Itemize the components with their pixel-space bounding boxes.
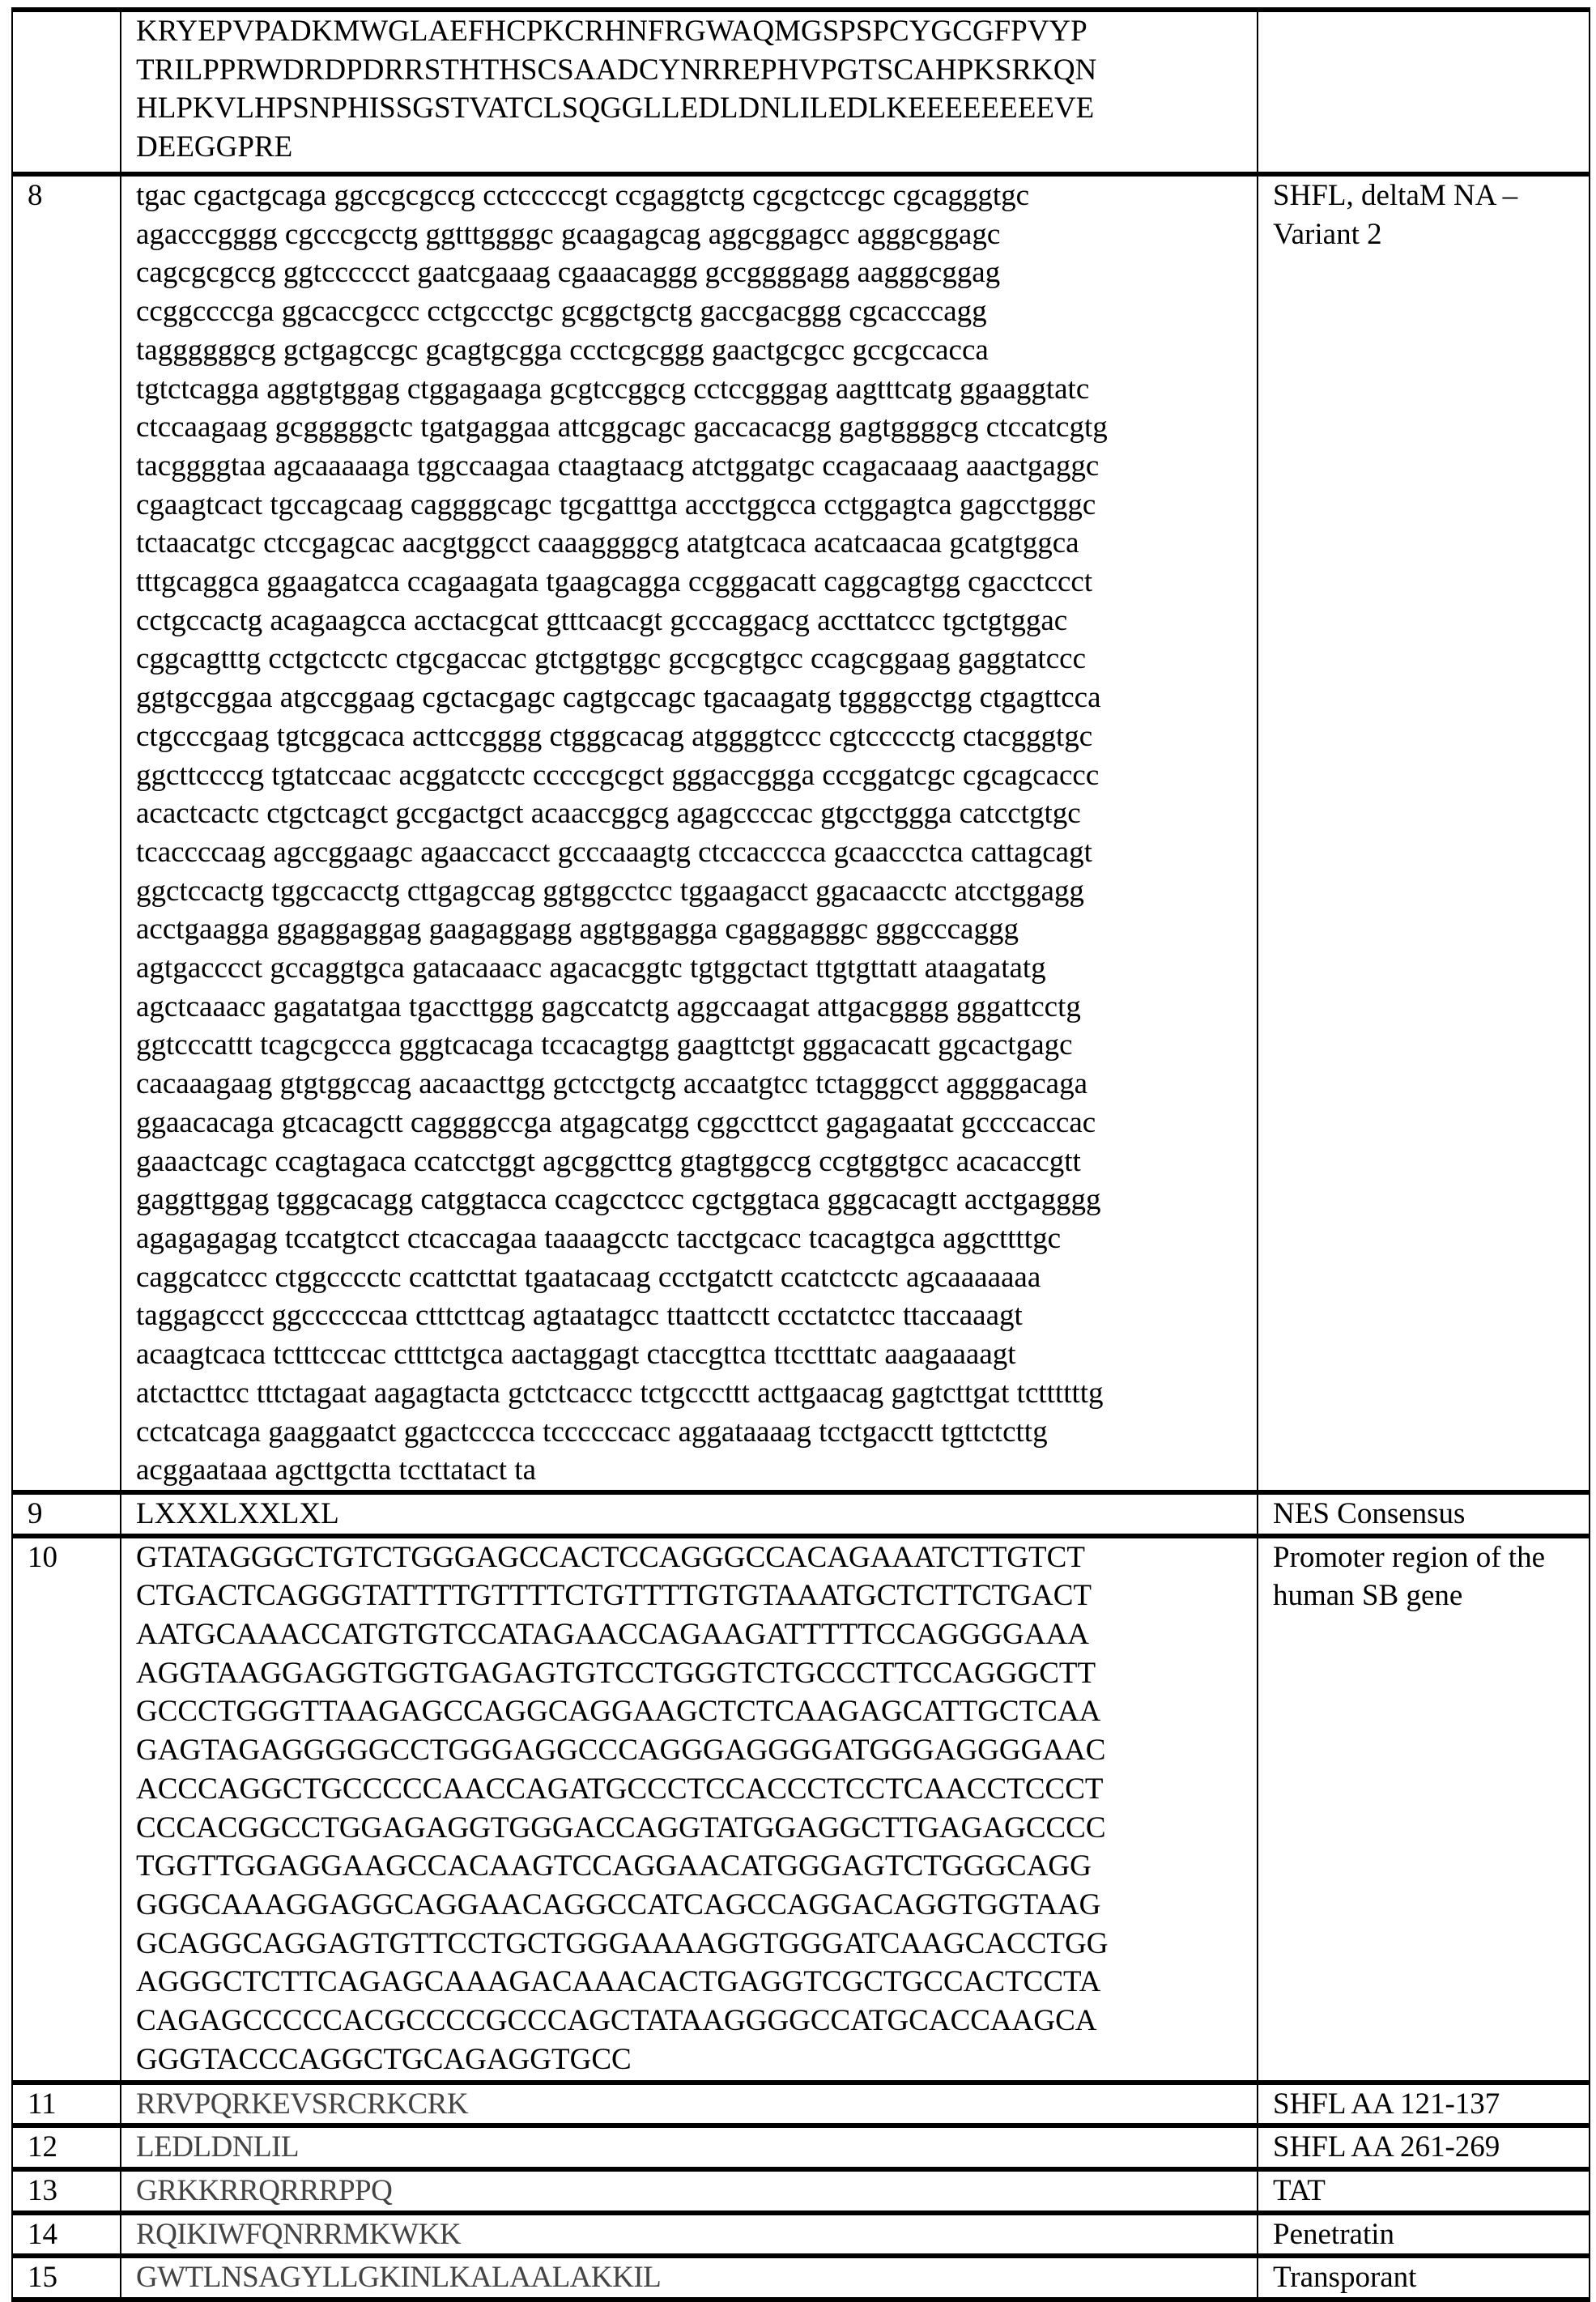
sequence-line: caggcatccc ctggcccctc ccattcttat tgaatacaag ccctgatctt ccatctcctc agcaaaaaaa: [136, 1258, 1257, 1297]
sequence-line: ctgcccgaag tgtcggcaca acttccgggg ctgggcacag atggggtccc cgtccccctg ctacgggtgc: [136, 717, 1257, 756]
sequence-cell: [121, 2125, 1258, 2169]
description-cell: TAT: [1258, 2169, 1590, 2213]
sequence-row: [12, 1492, 1590, 1536]
sequence-line: acaagtcaca tctttcccac cttttctgca aactaggagt ctaccgttca ttcctttatc aaagaaaagt: [136, 1335, 1257, 1374]
sequence-cell: [121, 2256, 1258, 2300]
sequence-line: agagagagag tccatgtcct ctcaccagaa taaaagcctc tacctgcacc tcacagtgca aggcttttgc: [136, 1219, 1257, 1258]
sequence-line: cctgccactg acagaagcca acctacgcat gtttcaacgt gcccaggacg accttatccc tgctgtggac: [136, 602, 1257, 640]
sequence-line: tctaacatgc ctccgagcac aacgtggcct caaaggggcg atatgtcaca acatcaacaa gcatgtggca: [136, 524, 1257, 563]
sequence-line: TGGTTGGAGGAAGCCACAAGTCCAGGAACATGGGAGTCTGGGCAGG: [136, 1847, 1257, 1886]
sequence-row: [12, 10, 1590, 174]
sequence-line: taggggggcg gctgagccgc gcagtgcgga ccctcgcggg gaactgcgcc gccgccacca: [136, 331, 1257, 370]
sequence-line: ggtcccattt tcagcgccca gggtcacaga tccacagtgg gaagttctgt gggacacatt ggcactgagc: [136, 1026, 1257, 1065]
sequence-line: tgac cgactgcaga ggccgcgccg cctcccccgt ccgaggtctg cgcgctccgc cgcagggtgc: [136, 177, 1257, 215]
sequence-line: taggagccct ggccccccaa ctttcttcag agtaatagcc ttaattcctt ccctatctcc ttaccaaagt: [136, 1296, 1257, 1335]
sequence-cell: [121, 2213, 1258, 2257]
sequence-row: [12, 2169, 1590, 2213]
description-cell: Promoter region of the human SB gene: [1258, 1536, 1590, 2083]
sequence-cell: [121, 1492, 1258, 1536]
sequence-line: LEDLDNLIL: [136, 2128, 1257, 2167]
sequence-cell: [121, 2083, 1258, 2126]
seq-id-cell: 10: [12, 1536, 121, 2083]
sequence-line: cgaagtcact tgccagcaag caggggcagc tgcgatttga accctggcca cctggagtca gagcctgggc: [136, 486, 1257, 525]
seq-id-cell: 11: [12, 2083, 121, 2126]
sequence-line: GWTLNSAGYLLGKINLKALAALAKKIL: [136, 2258, 1257, 2297]
seq-id-cell: 8: [12, 174, 121, 1492]
sequence-line: cagcgcgccg ggtcccccct gaatcgaaag cgaaacaggg gccggggagg aagggcggag: [136, 253, 1257, 292]
sequence-line: cggcagtttg cctgctcctc ctgcgaccac gtctggtggc gccgcgtgcc ccagcggaag gaggtatccc: [136, 640, 1257, 679]
sequence-cell: [121, 2169, 1258, 2213]
sequence-line: KRYEPVPADKMWGLAEFHCPKCRHNFRGWAQMGSPSPCYGCGFPVYP: [136, 12, 1257, 51]
seq-id-cell: 12: [12, 2125, 121, 2169]
sequence-row: [12, 2256, 1590, 2300]
sequence-line: agacccgggg cgcccgcctg ggtttggggc gcaagagcag aggcggagcc agggcggagc: [136, 215, 1257, 254]
sequence-row: [12, 174, 1590, 1492]
description-cell: NES Consensus: [1258, 1492, 1590, 1536]
sequence-row: [12, 2125, 1590, 2169]
sequence-line: GCCCTGGGTTAAGAGCCAGGCAGGAAGCTCTCAAGAGCATTGCTCAA: [136, 1692, 1257, 1731]
sequence-line: LXXXLXXLXL: [136, 1495, 1257, 1534]
sequence-line: GTATAGGGCTGTCTGGGAGCCACTCCAGGGCCACAGAAATCTTGTCT: [136, 1538, 1257, 1577]
sequence-line: gaggttggag tgggcacagg catggtacca ccagcctccc cgctggtaca gggcacagtt acctgagggg: [136, 1181, 1257, 1219]
sequence-line: TRILPPRWDRDPDRRSTHTHSCSAADCYNRREPHVPGTSCAHPKSRKQN: [136, 51, 1257, 90]
sequence-line: ggaacacaga gtcacagctt caggggccga atgagcatgg cggccttcct gagagaatat gccccaccac: [136, 1104, 1257, 1142]
sequence-line: acactcactc ctgctcagct gccgactgct acaaccggcg agagccccac gtgcctggga catcctgtgc: [136, 794, 1257, 833]
description-cell: SHFL AA 261-269: [1258, 2125, 1590, 2169]
sequence-line: GGGCAAAGGAGGCAGGAACAGGCCATCAGCCAGGACAGGTGGTAAG: [136, 1886, 1257, 1925]
sequence-line: tcaccccaag agccggaagc agaaccacct gcccaaagtg ctccacccca gcaaccctca cattagcagt: [136, 833, 1257, 872]
sequence-line: cacaaagaag gtgtggccag aacaacttgg gctcctgctg accaatgtcc tctagggcct aggggacaga: [136, 1065, 1257, 1104]
description-cell: SHFL AA 121-137: [1258, 2083, 1590, 2126]
sequence-line: HLPKVLHPSNPHISSGSTVATCLSQGGLLEDLDNLILEDLKEEEEEEEEVE: [136, 89, 1257, 128]
sequence-line: ccggccccga ggcaccgccc cctgccctgc gcggctgctg gaccgacggg cgcacccagg: [136, 292, 1257, 331]
sequence-line: AGGGCTCTTCAGAGCAAAGACAAACACTGAGGTCGCTGCCACTCCTA: [136, 1963, 1257, 2002]
sequence-line: AGGTAAGGAGGTGGTGAGAGTGTCCTGGGTCTGCCCTTCCAGGGCTT: [136, 1654, 1257, 1693]
sequence-row: [12, 2213, 1590, 2257]
sequence-line: tttgcaggca ggaagatcca ccagaagata tgaagcagga ccgggacatt caggcagtgg cgacctccct: [136, 563, 1257, 602]
sequence-row: [12, 1536, 1590, 2083]
sequence-cell: [121, 1536, 1258, 2083]
description-cell: [1258, 10, 1590, 174]
sequence-line: AATGCAAACCATGTGTCCATAGAACCAGAAGATTTTTCCAGGGGAAA: [136, 1615, 1257, 1654]
sequence-line: ctccaagaag gcgggggctc tgatgaggaa attcggcagc gaccacacgg gagtggggcg ctccatcgtg: [136, 408, 1257, 447]
sequence-cell: [121, 174, 1258, 1492]
sequence-line: gaaactcagc ccagtagaca ccatcctggt agcggcttcg gtagtggccg ccgtggtgcc acacaccgtt: [136, 1142, 1257, 1181]
sequence-line: agtgacccct gccaggtgca gatacaaacc agacacggtc tgtggctact ttgtgttatt ataagatatg: [136, 949, 1257, 988]
sequence-line: GRKKRRQRRRPPQ: [136, 2172, 1257, 2211]
seq-id-cell: 13: [12, 2169, 121, 2213]
sequence-line: CTGACTCAGGGTATTTTGTTTTCTGTTTTGTGTAAATGCTCTTCTGACT: [136, 1577, 1257, 1615]
description-cell: Transporant: [1258, 2256, 1590, 2300]
sequence-line: ggtgccggaa atgccggaag cgctacgagc cagtgccagc tgacaagatg tggggcctgg ctgagttcca: [136, 679, 1257, 717]
sequence-table-body: [12, 10, 1590, 2300]
seq-id-cell: 14: [12, 2213, 121, 2257]
sequence-row: [12, 2083, 1590, 2126]
sequence-line: CCCACGGCCTGGAGAGGTGGGACCAGGTATGGAGGCTTGAGAGCCCC: [136, 1809, 1257, 1848]
sequence-line: atctacttcc tttctagaat aagagtacta gctctcaccc tctgcccttt acttgaacag gagtcttgat tcttttttg: [136, 1374, 1257, 1413]
sequence-table: [11, 7, 1590, 2302]
sequence-line: GGGTACCCAGGCTGCAGAGGTGCC: [136, 2040, 1257, 2079]
sequence-line: RQIKIWFQNRRMKWKK: [136, 2215, 1257, 2254]
sequence-line: ggctccactg tggccacctg cttgagccag ggtggcctcc tggaagacct ggacaacctc atcctggagg: [136, 872, 1257, 911]
sequence-line: GCAGGCAGGAGTGTTCCTGCTGGGAAAAGGTGGGATCAAGCACCTGG: [136, 1925, 1257, 1964]
sequence-line: acggaataaa agcttgctta tccttatact ta: [136, 1451, 1257, 1490]
seq-id-cell: 9: [12, 1492, 121, 1536]
sequence-line: agctcaaacc gagatatgaa tgaccttggg gagccatctg aggccaagat attgacgggg gggattcctg: [136, 988, 1257, 1027]
sequence-line: ggcttccccg tgtatccaac acggatcctc cccccgcgct gggaccggga cccggatcgc cgcagcaccc: [136, 756, 1257, 795]
sequence-line: ACCCAGGCTGCCCCCAACCAGATGCCCTCCACCCTCCTCAACCTCCCT: [136, 1770, 1257, 1809]
sequence-line: tacggggtaa agcaaaaaga tggccaagaa ctaagtaacg atctggatgc ccagacaaag aaactgaggc: [136, 447, 1257, 486]
seq-id-cell: 15: [12, 2256, 121, 2300]
sequence-line: CAGAGCCCCCACGCCCCGCCCAGCTATAAGGGGCCATGCACCAAGCA: [136, 2002, 1257, 2040]
sequence-line: RRVPQRKEVSRCRKCRK: [136, 2085, 1257, 2124]
description-cell: Penetratin: [1258, 2213, 1590, 2257]
sequence-line: DEEGGPRE: [136, 128, 1257, 167]
sequence-line: cctcatcaga gaaggaatct ggactcccca tccccccacc aggataaaag tcctgacctt tgttctcttg: [136, 1413, 1257, 1452]
sequence-line: tgtctcagga aggtgtggag ctggagaaga gcgtccggcg cctccgggag aagtttcatg ggaaggtatc: [136, 370, 1257, 409]
sequence-line: GAGTAGAGGGGGCCTGGGAGGCCCAGGGAGGGGATGGGAGGGGAAC: [136, 1731, 1257, 1770]
sequence-cell: [121, 10, 1258, 174]
seq-id-cell: [12, 10, 121, 174]
description-cell: SHFL, deltaM NA – Variant 2: [1258, 174, 1590, 1492]
sequence-line: acctgaagga ggaggaggag gaagaggagg aggtggagga cgaggagggc gggcccaggg: [136, 910, 1257, 949]
